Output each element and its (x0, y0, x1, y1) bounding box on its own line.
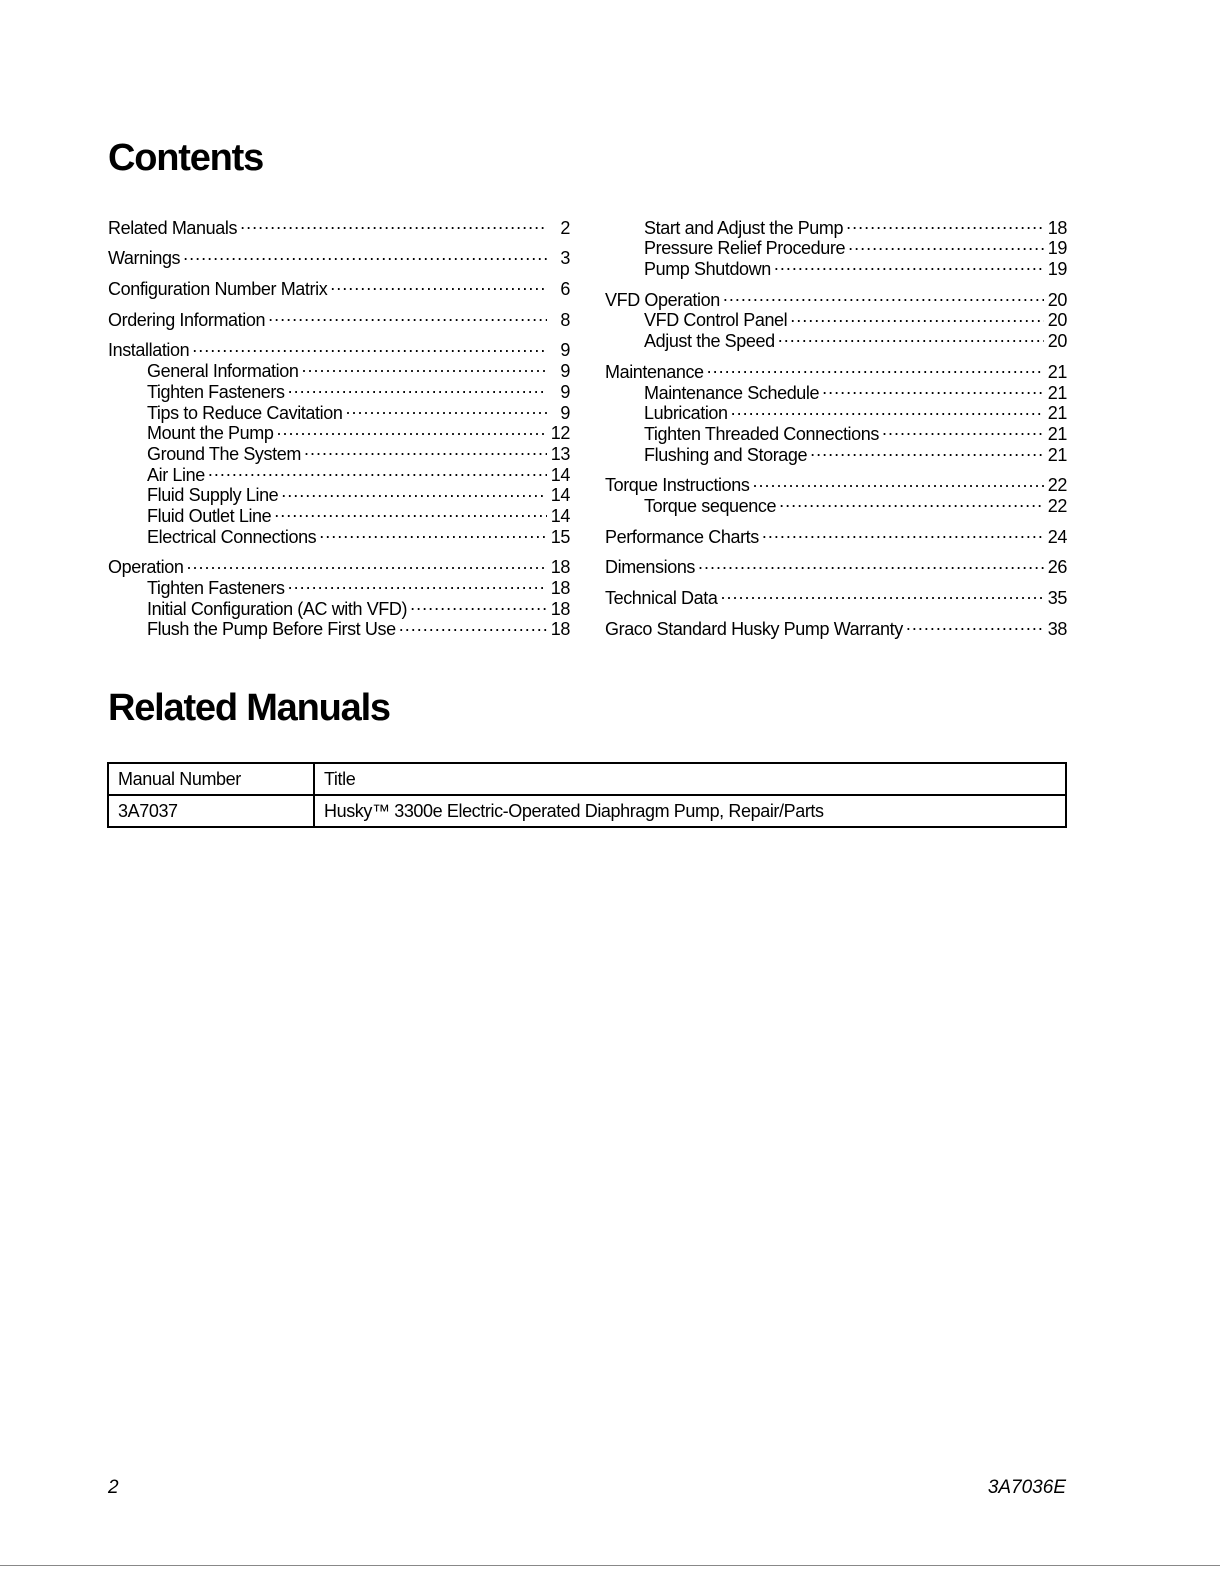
toc-entry-page: 22 (1047, 475, 1067, 496)
toc-leader-dots (240, 213, 547, 234)
toc-entry[interactable] (108, 274, 570, 300)
toc-leader-dots (698, 553, 1044, 574)
toc-leader-dots (882, 419, 1044, 440)
toc-leader-dots (822, 378, 1044, 399)
toc-leader-dots (846, 213, 1044, 234)
toc-leader-dots (779, 491, 1044, 512)
toc-entry-page: 8 (560, 309, 570, 330)
toc-subentry[interactable] (605, 213, 1067, 238)
toc-entry-label: Warnings (108, 248, 181, 269)
toc-leader-dots (762, 522, 1044, 543)
toc-entry-label: Lubrication (644, 403, 728, 424)
toc-entry[interactable] (605, 357, 1067, 382)
toc-leader-dots (276, 419, 547, 440)
toc-entry-label: Pump Shutdown (644, 259, 771, 280)
toc-entry-page: 13 (550, 443, 570, 464)
toc-leader-dots (192, 336, 547, 357)
toc-entry-label: Tighten Threaded Connections (644, 423, 879, 444)
toc-entry-page: 21 (1047, 403, 1067, 424)
toc-leader-dots (731, 399, 1044, 420)
toc-leader-dots (345, 398, 547, 419)
toc-entry[interactable] (108, 244, 570, 269)
toc-leader-dots (848, 234, 1044, 255)
toc-entry-page: 18 (550, 578, 570, 598)
toc-leader-dots (399, 615, 547, 636)
toc-entry-label: Configuration Number Matrix (108, 279, 328, 300)
toc-entry-label: Start and Adjust the Pump (644, 217, 844, 238)
toc-entry-label: General Information (147, 361, 299, 382)
toc-entry-page: 18 (550, 557, 570, 578)
toc-entry-label: Installation (108, 340, 190, 361)
toc-leader-dots (778, 326, 1044, 347)
contents-heading: Contents (108, 137, 264, 179)
toc-entry-label: Operation (108, 557, 184, 578)
toc-entry-page: 15 (550, 526, 570, 547)
toc-entry-label: Dimensions (605, 557, 696, 578)
toc-entry-label: Initial Configuration (AC with VFD) (147, 598, 408, 619)
toc-entry-page: 35 (1047, 588, 1067, 608)
page-bottom-divider (0, 1565, 1220, 1566)
toc-entry[interactable] (605, 471, 1067, 496)
toc-entry-page: 21 (1047, 444, 1067, 465)
toc-entry-label: Tips to Reduce Cavitation (147, 402, 343, 423)
column-header-title: Title (314, 763, 1066, 795)
footer-document-number: 3A7036E (987, 1477, 1066, 1498)
toc-entry-label: Torque Instructions (605, 475, 750, 496)
toc-leader-dots (720, 583, 1044, 604)
toc-entry-page: 19 (1047, 259, 1067, 280)
manual-number-cell: 3A7037 (108, 795, 314, 827)
toc-entry-label: Fluid Supply Line (147, 485, 279, 506)
toc-entry-page: 9 (560, 340, 570, 361)
toc-entry-label: Graco Standard Husky Pump Warranty (605, 618, 903, 639)
toc-leader-dots (301, 356, 547, 377)
toc-entry-label: Fluid Outlet Line (147, 505, 272, 526)
toc-entry-label: Maintenance Schedule (644, 382, 820, 403)
toc-entry[interactable] (108, 305, 570, 330)
toc-leader-dots (281, 481, 547, 502)
toc-entry-label: Torque sequence (644, 495, 777, 516)
toc-entry-page: 14 (550, 464, 570, 485)
toc-leader-dots (752, 471, 1044, 492)
toc-entry-page: 24 (1047, 526, 1067, 547)
toc-entry-page: 20 (1047, 331, 1067, 352)
toc-leader-dots (319, 522, 547, 543)
toc-leader-dots (208, 460, 547, 481)
toc-entry[interactable] (605, 614, 1067, 639)
toc-entry-page: 21 (1047, 423, 1067, 444)
toc-entry-label: Related Manuals (108, 217, 238, 238)
toc-entry-page: 18 (550, 598, 570, 619)
toc-leader-dots (183, 244, 547, 265)
toc-leader-dots (410, 594, 547, 615)
toc-entry[interactable] (605, 583, 1067, 608)
toc-leader-dots (288, 573, 547, 594)
toc-entry-label: VFD Operation (605, 289, 720, 310)
toc-entry-page: 18 (1047, 217, 1067, 238)
toc-entry-page: 22 (1047, 495, 1067, 516)
related-manuals-heading: Related Manuals (108, 687, 390, 729)
toc-entry[interactable] (605, 522, 1067, 547)
toc-entry-label: Adjust the Speed (644, 331, 775, 352)
toc-entry-page: 19 (1047, 238, 1067, 259)
toc-leader-dots (274, 501, 547, 522)
toc-leader-dots (330, 274, 547, 295)
toc-entry-page: 6 (560, 279, 570, 300)
toc-entry-label: VFD Control Panel (644, 310, 788, 331)
toc-leader-dots (774, 254, 1044, 275)
toc-entry-label: Ground The System (147, 443, 301, 464)
table-header-row (108, 763, 1066, 795)
toc-entry-page: 9 (560, 402, 570, 423)
toc-entry-label: Electrical Connections (147, 526, 317, 547)
toc-entry[interactable] (605, 285, 1067, 310)
toc-leader-dots (268, 305, 547, 326)
toc-entry-page: 3 (560, 248, 570, 269)
toc-entry-label: Air Line (147, 464, 205, 485)
toc-entry-label: Tighten Fasteners (147, 381, 285, 402)
related-manuals-table (107, 762, 1067, 828)
toc-right-column (605, 213, 1067, 639)
toc-entry-label: Flushing and Storage (644, 444, 808, 465)
toc-entry-page: 2 (560, 217, 570, 238)
footer-page-number: 2 (108, 1477, 119, 1498)
toc-entry-page: 26 (1047, 557, 1067, 578)
toc-leader-dots (707, 357, 1044, 378)
toc-entry-page: 21 (1047, 382, 1067, 403)
toc-leader-dots (288, 377, 547, 398)
toc-entry-label: Mount the Pump (147, 423, 274, 444)
toc-entry-page: 12 (550, 423, 570, 444)
toc-entry[interactable] (605, 553, 1067, 578)
manual-title-cell: Husky™ 3300e Electric-Operated Diaphragm Pump, Repair/Parts (314, 795, 1066, 827)
toc-entry-page: 9 (560, 381, 570, 402)
column-header-manual-number: Manual Number (108, 763, 314, 795)
toc-leader-dots (186, 553, 547, 574)
toc-entry-page: 14 (550, 505, 570, 526)
toc-entry-page: 18 (550, 619, 570, 640)
toc-leader-dots (790, 306, 1044, 327)
toc-entry-label: Pressure Relief Procedure (644, 238, 846, 259)
toc-entry-page: 20 (1047, 289, 1067, 310)
toc-entry-label: Technical Data (605, 588, 718, 608)
toc-entry-label: Flush the Pump Before First Use (147, 619, 396, 640)
toc-left-column (108, 213, 570, 640)
toc-entry-label: Tighten Fasteners (147, 578, 285, 598)
toc-leader-dots (723, 285, 1044, 306)
toc-entry[interactable] (108, 213, 570, 238)
toc-leader-dots (304, 439, 547, 460)
toc-entry-page: 14 (550, 485, 570, 506)
toc-entry-page: 20 (1047, 310, 1067, 331)
toc-entry-label: Performance Charts (605, 526, 759, 547)
toc-entry[interactable] (108, 553, 570, 578)
toc-leader-dots (810, 440, 1044, 461)
toc-leader-dots (906, 614, 1044, 635)
toc-entry-page: 21 (1047, 361, 1067, 382)
table-row (108, 795, 1066, 827)
toc-entry-page: 38 (1047, 618, 1067, 639)
toc-entry[interactable] (108, 336, 570, 361)
toc-entry-label: Ordering Information (108, 309, 266, 330)
toc-entry-label: Maintenance (605, 361, 704, 382)
toc-entry-page: 9 (560, 361, 570, 382)
